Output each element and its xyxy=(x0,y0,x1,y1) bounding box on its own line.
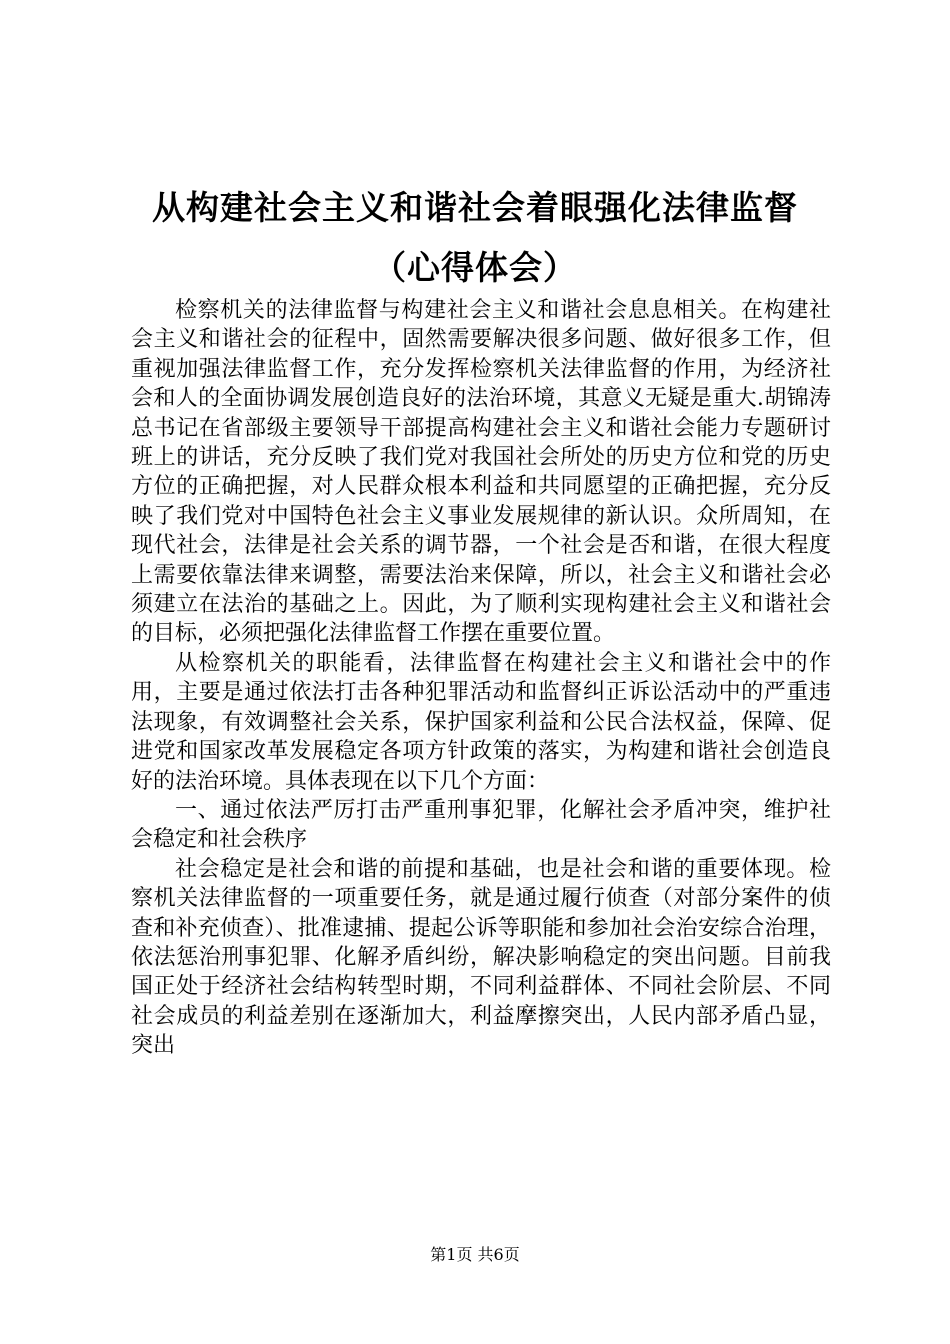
document-body xyxy=(131,296,831,1061)
section-heading-1: 一、通过依法严厉打击严重刑事犯罪，化解社会矛盾冲突，维护社会稳定和社会秩序 xyxy=(131,797,831,853)
document-subtitle: （心得体会） xyxy=(373,248,577,287)
paragraph-2: 从检察机关的职能看，法律监督在构建社会主义和谐社会中的作用，主要是通过依法打击各种犯罪活动和监督纠正诉讼活动中的严重违法现象，有效调整社会关系，保护国家利益和公民合法权益，保障、促进党和国家改革发展稳定各项方针政策的落实，为构建和谐社会创造良好的法治环境。具体表现在以下几个方面： xyxy=(131,650,831,794)
paragraph-1: 检察机关的法律监督与构建社会主义和谐社会息息相关。在构建社会主义和谐社会的征程中，固然需要解决很多问题、做好很多工作，但重视加强法律监督工作，充分发挥检察机关法律监督的作用，为经济社会和人的全面协调发展创造良好的法治环境，其意义无疑是重大.胡锦涛总书记在省部级主要领导干部提高构建社会主义和谐社会能力专题研讨班上的讲话，充分反映了我们党对我国社会所处的历史方位和党的历史方位的正确把握，对人民群众根本利益和共同愿望的正确把握，充分反映了我们党对中国特色社会主义事业发展规律的新认识。众所周知，在现代社会，法律是社会关系的调节器，一个社会是否和谐，在很大程度上需要依靠法律来调整，需要法治来保障，所以，社会主义和谐社会必须建立在法治的基础之上。因此，为了顺利实现构建社会主义和谐社会的目标，必须把强化法律监督工作摆在重要位置。 xyxy=(131,298,831,647)
paragraph-3: 社会稳定是社会和谐的前提和基础，也是社会和谐的重要体现。检察机关法律监督的一项重要任务，就是通过履行侦查（对部分案件的侦查和补充侦查）、批准逮捕、提起公诉等职能和参加社会治安综合治理，依法惩治刑事犯罪、化解矛盾纠纷，解决影响稳定的突出问题。目前我国正处于经济社会结构转型时期，不同利益群体、不同社会阶层、不同社会成员的利益差别在逐渐加大，利益摩擦突出，人民内部矛盾凸显，突出 xyxy=(131,856,831,1059)
page-footer: 第1页 共6页 xyxy=(430,1245,520,1264)
document-title: 从构建社会主义和谐社会着眼强化法律监督 xyxy=(152,188,798,227)
